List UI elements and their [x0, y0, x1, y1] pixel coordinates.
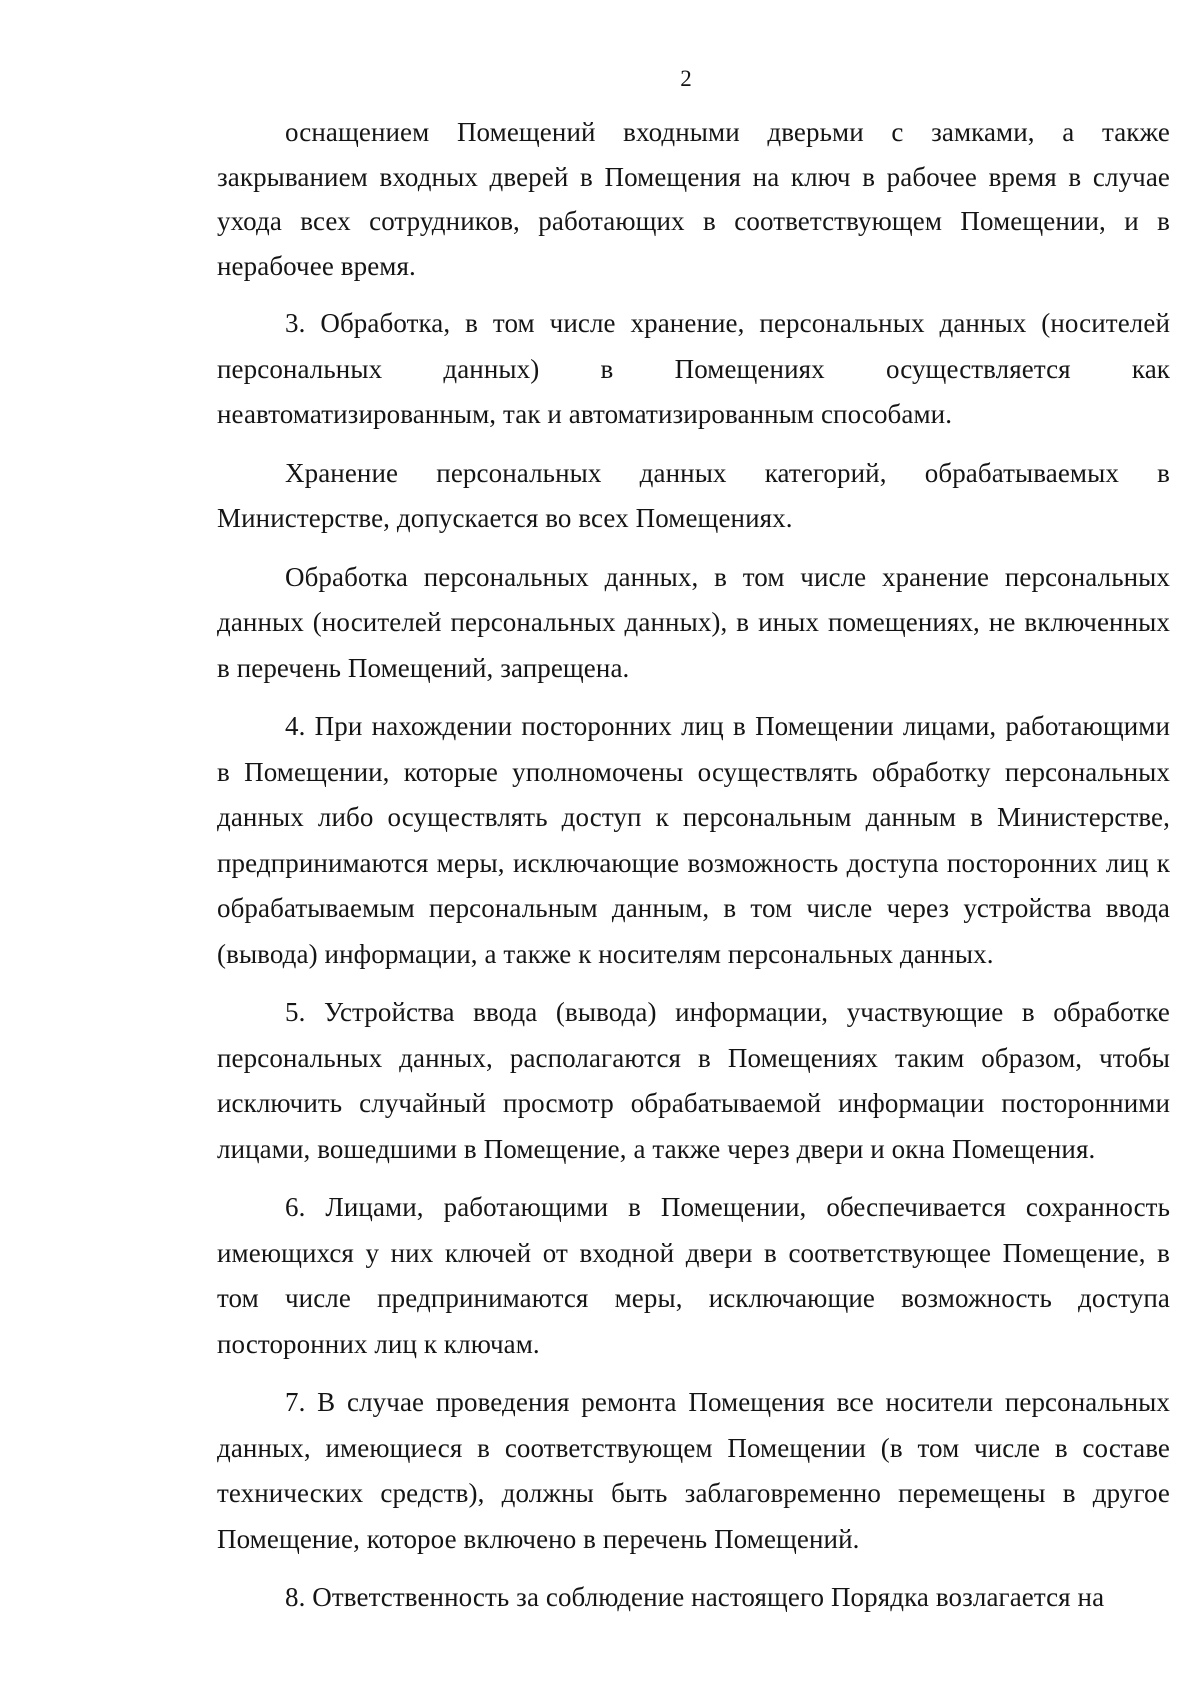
paragraph-storage: Хранение персональных данных категорий, обрабатываемых в Министерстве, допускается во всех Помещениях.	[217, 457, 1170, 533]
paragraph-item-8: 8. Ответственность за соблюдение настоящего Порядка возлагается на	[285, 1582, 1105, 1612]
paragraph-item-7: 7. В случае проведения ремонта Помещения все носители персональных данных, имеющиеся в соответствующем Помещении (в том числе в составе технических средств), должны быть заблаговременно перемещены в другое Помещение, которое включено в перечень Помещений.	[217, 1387, 1170, 1554]
paragraph-item-3: 3. Обработка, в том числе хранение, персональных данных (носителей персональных данных) в Помещениях осуществляется как неавтоматизированным, так и автоматизированным способами.	[217, 308, 1170, 429]
paragraph-prohibition: Обработка персональных данных, в том числе хранение персональных данных (носителей персональных данных), в иных помещениях, не включенных в перечень Помещений, запрещена.	[217, 561, 1170, 683]
paragraph-continuation: оснащением Помещений входными дверьми с замками, а также закрыванием входных дверей в Помещения на ключ в рабочее время в случае ухода всех сотрудников, работающих в соответствующем Помещении, и в нерабочее время.	[217, 117, 1170, 281]
paragraph-item-5: 5. Устройства ввода (вывода) информации, участвующие в обработке персональных данных, располагаются в Помещениях таким образом, чтобы исключить случайный просмотр обрабатываемой информации посторонними лицами, вошедшими в Помещение, а также через двери и окна Помещения.	[217, 997, 1170, 1164]
document-body	[217, 110, 1170, 1634]
paragraph-item-6: 6. Лицами, работающими в Помещении, обеспечивается сохранность имеющихся у них ключей от входной двери в соответствующее Помещение, в том числе предпринимаются меры, исключающие возможность доступа посторонних лиц к ключам.	[217, 1192, 1170, 1359]
paragraph-item-4: 4. При нахождении посторонних лиц в Помещении лицами, работающими в Помещении, которые уполномочены осуществлять обработку персональных данных либо осуществлять доступ к персональным данным в Министерстве, предпринимаются меры, исключающие возможность доступа посторонних лиц к обрабатываемым персональным данным, в том числе через устройства ввода (вывода) информации, а также к носителям персональных данных.	[217, 711, 1170, 969]
page-number: 2	[680, 66, 692, 91]
